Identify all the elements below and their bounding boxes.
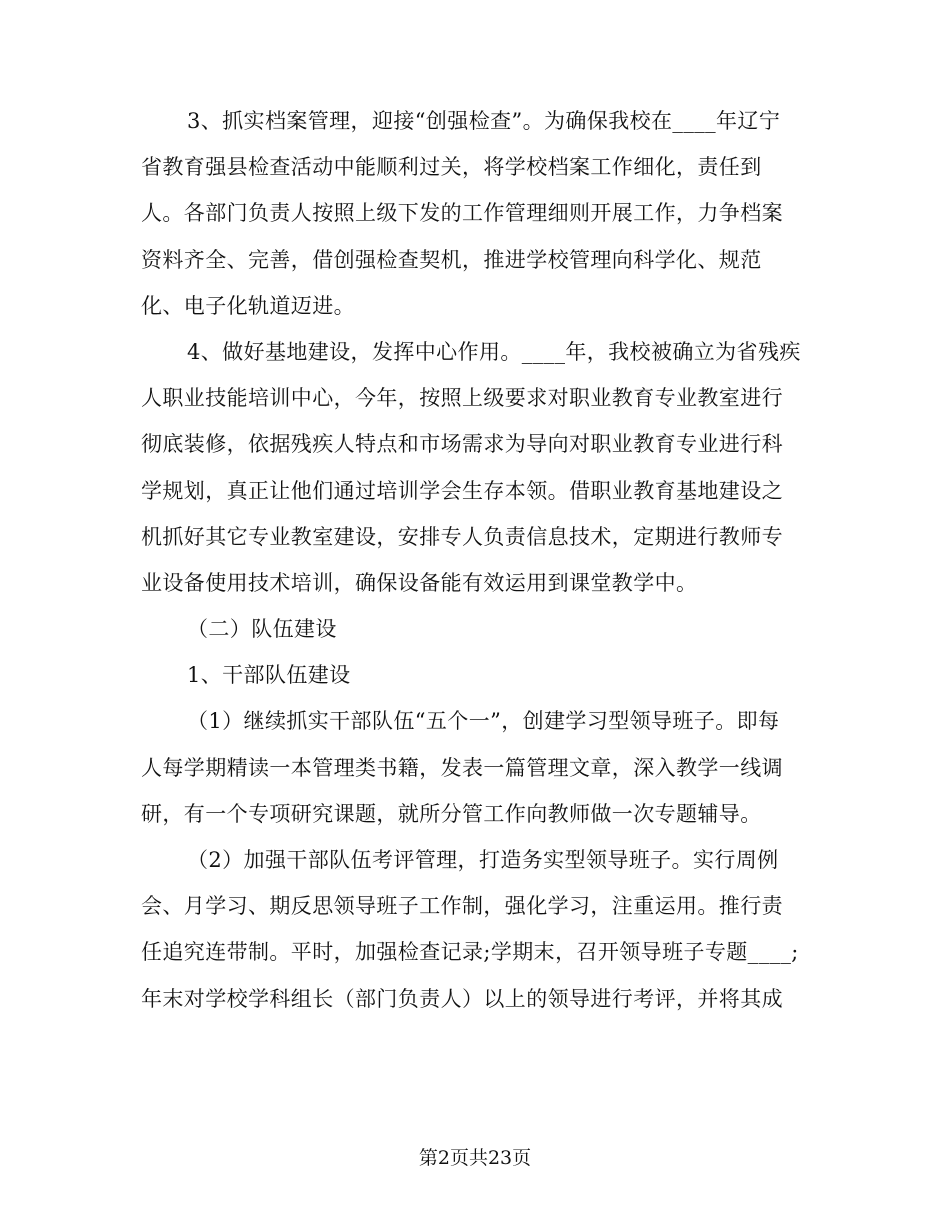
subsection-heading: 1、干部队伍建设	[187, 663, 351, 688]
paragraph-line: 业设备使用技术培训，确保设备能有效运用到课堂教学中。	[141, 570, 698, 595]
paragraph-line: 机抓好其它专业教室建设，安排专人负责信息技术，定期进行教师专	[141, 524, 783, 549]
paragraph-line: 学规划，真正让他们通过培训学会生存本领。借职业教育基地建设之	[141, 478, 783, 503]
paragraph-line: （2）加强干部队伍考评管理，打造务实型领导班子。实行周例	[187, 848, 779, 872]
section-heading: （二）队伍建设	[187, 617, 337, 642]
paragraph-line: 化、电子化轨道迈进。	[141, 293, 355, 318]
paragraph-line: （1）继续抓实干部队伍“五个一”，创建学习型领导班子。即每	[187, 709, 780, 734]
paragraph-line: 省教育强县检查活动中能顺利过关，将学校档案工作细化，责任到	[141, 155, 762, 180]
paragraph-line: 研，有一个专项研究课题，就所分管工作向教师做一次专题辅导。	[141, 801, 762, 826]
paragraph-line: 资料齐全、完善，借创强检查契机，推进学校管理向科学化、规范	[141, 247, 762, 272]
paragraph-line: 3、抓实档案管理，迎接“创强检查”。为确保我校在____年辽宁	[187, 109, 781, 133]
paragraph-line: 4、做好基地建设，发挥中心作用。____年，我校被确立为省残疾	[187, 339, 801, 364]
paragraph-line: 会、月学习、期反思领导班子工作制，强化学习，注重运用。推行责	[141, 894, 783, 919]
paragraph-line: 人职业技能培训中心，今年，按照上级要求对职业教育专业教室进行	[141, 386, 783, 411]
paragraph-line: 人每学期精读一本管理类书籍，发表一篇管理文章，深入教学一线调	[141, 755, 783, 780]
paragraph-line: 人。各部门负责人按照上级下发的工作管理细则开展工作，力争档案	[141, 201, 783, 226]
paragraph-line: 彻底装修，依据残疾人特点和市场需求为导向对职业教育专业进行科	[141, 432, 783, 457]
paragraph-line: 年末对学校学科组长（部门负责人）以上的领导进行考评，并将其成	[141, 986, 783, 1011]
document-body	[141, 98, 813, 1022]
page-number-footer: 第2页共23页	[418, 1147, 532, 1169]
paragraph-line: 任追究连带制。平时，加强检查记录;学期末，召开领导班子专题____;	[141, 940, 799, 965]
